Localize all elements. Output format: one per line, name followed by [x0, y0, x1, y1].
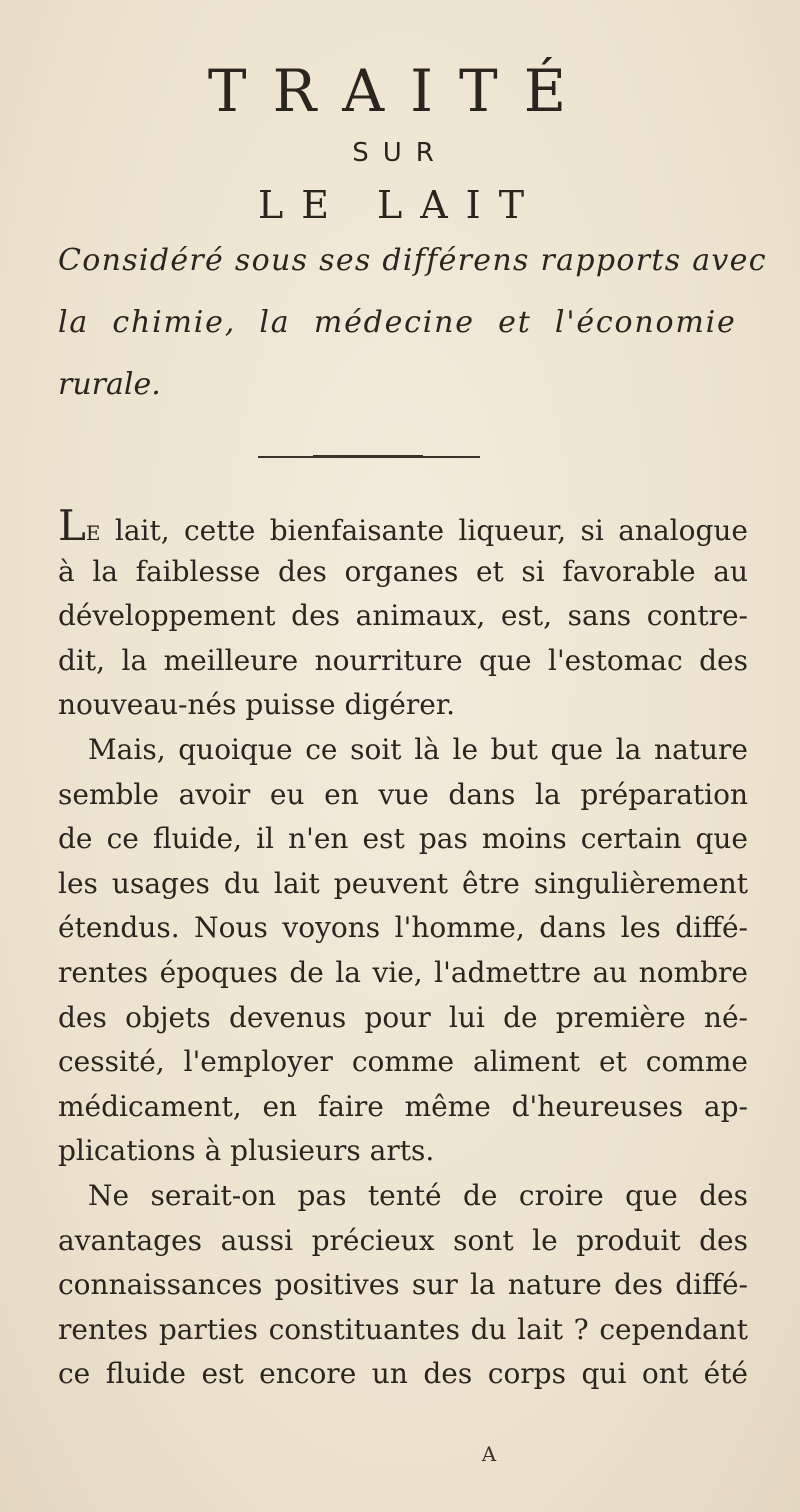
text-line: Mais, quoique ce soit là le but que la nature	[88, 732, 748, 766]
text-line: LE lait, cette bienfaisante liqueur, si analogue	[58, 501, 748, 550]
text-line: développement des animaux, est, sans contre-	[58, 599, 748, 633]
text-line: dit, la meilleure nourriture que l'estomac des	[58, 643, 748, 677]
title-subject: LE LAIT	[257, 183, 543, 227]
book-title: TRAITÉ	[207, 57, 593, 125]
subtitle-line-1: Considéré sous ses différens rapports avec	[58, 243, 767, 278]
body-text	[58, 501, 748, 1397]
subtitle-line-3: rurale.	[58, 367, 161, 402]
text-line: avantages aussi précieux sont le produit des	[58, 1223, 748, 1257]
text-line: les usages du lait peuvent être singulièrement	[58, 866, 748, 900]
text-line: Ne serait-on pas tenté de croire que des	[88, 1178, 748, 1212]
drop-cap-continuation: E	[85, 521, 101, 545]
subtitle	[58, 230, 767, 416]
text-line: rentes parties constituantes du lait ? cependant	[58, 1312, 748, 1346]
text-line: rentes époques de la vie, l'admettre au nombre	[58, 955, 748, 989]
subtitle-line-2: la chimie, la médecine et l'économie	[58, 305, 737, 340]
text-line: à la faiblesse des organes et si favorable au	[58, 554, 748, 588]
title-preposition: SUR	[352, 138, 448, 168]
text-line: de ce fluide, il n'en est pas moins certain que	[58, 822, 748, 856]
text-line: ce fluide est encore un des corps qui ont été	[58, 1357, 748, 1391]
text-line: cessité, l'employer comme aliment et comme	[58, 1045, 748, 1079]
text-line: des objets devenus pour lui de première né-	[58, 1000, 748, 1034]
text-line: étendus. Nous voyons l'homme, dans les diffé-	[58, 911, 748, 945]
text-line: semble avoir eu en vue dans la préparation	[58, 777, 748, 811]
drop-cap: L	[58, 501, 86, 550]
text-line: nouveau-nés puisse digérer.	[58, 688, 456, 722]
text-line: plications à plusieurs arts.	[58, 1134, 435, 1168]
signature-mark: A	[481, 1442, 499, 1466]
text-line: médicament, en faire même d'heureuses ap-	[58, 1089, 748, 1123]
text-line: connaissances positives sur la nature des diffé-	[58, 1268, 748, 1302]
section-divider	[258, 456, 480, 458]
